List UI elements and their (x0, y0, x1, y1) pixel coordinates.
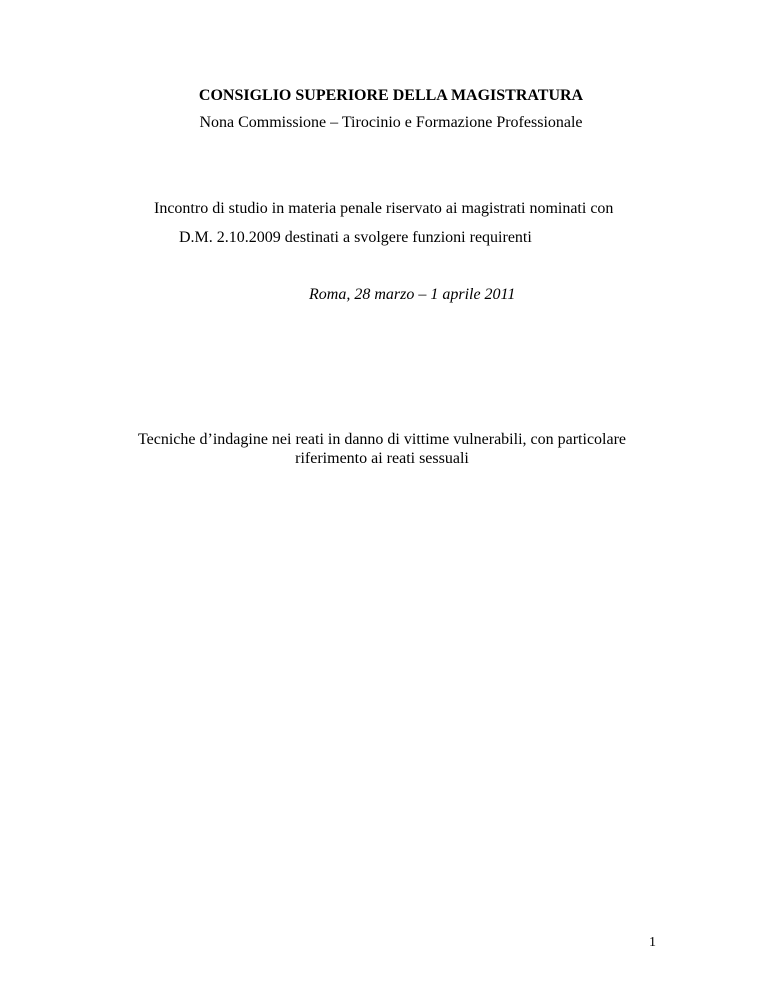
commission-subtitle: Nona Commissione – Tirocinio e Formazione Professionale (199, 114, 583, 131)
meeting-description-line-2: D.M. 2.10.2009 destinati a svolgere funzioni requirenti (179, 229, 532, 246)
page-number: 1 (649, 935, 656, 950)
place-and-date: Roma, 28 marzo – 1 aprile 2011 (309, 286, 516, 303)
meeting-description-line-1: Incontro di studio in materia penale riservato ai magistrati nominati con (154, 200, 614, 217)
topic-title-line-2: riferimento ai reati sessuali (295, 450, 469, 467)
organization-title: CONSIGLIO SUPERIORE DELLA MAGISTRATURA (198, 87, 584, 104)
topic-title-line-1: Tecniche d’indagine nei reati in danno di vittime vulnerabili, con particolare (137, 431, 627, 448)
